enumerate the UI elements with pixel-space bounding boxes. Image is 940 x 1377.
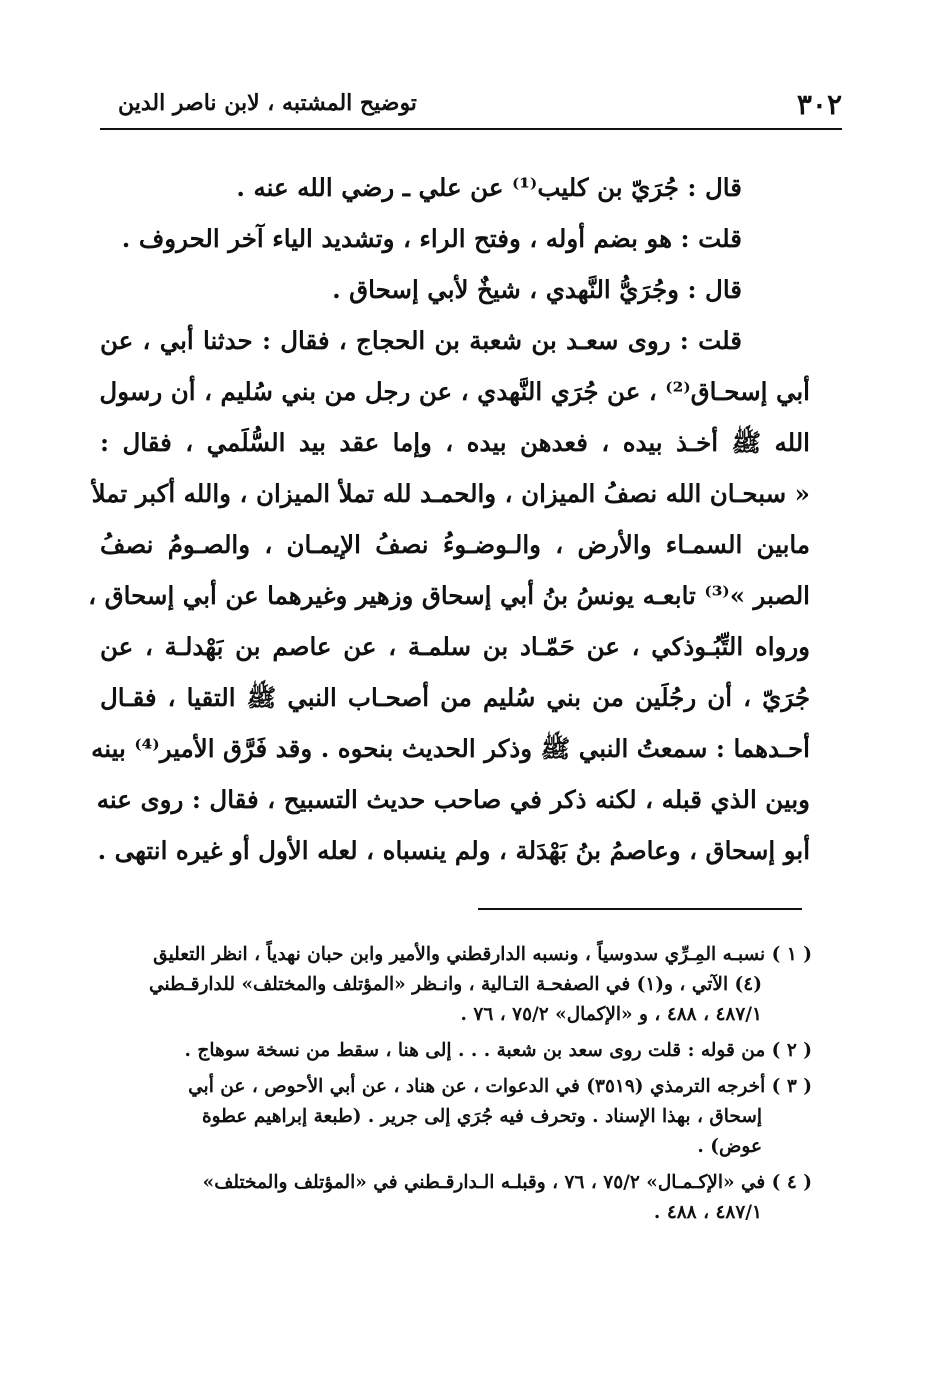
text-line: قلت : روى سعـد بن شعبة بن الحجاج ، فقال : حدثنا أبي ، عن	[100, 326, 742, 355]
text-line: وبين الذي قبله ، لكنه ذكر في صاحب حديث التسبيح ، فقال : روى عنه	[96, 785, 810, 814]
text-line: مابين السمـاء والأرض ، والـوضـوءُ نصفُ الإيمـان ، والصـومُ نصفُ	[100, 530, 810, 559]
footnote-line: ٤٨٧/١ ، ٤٨٨ .	[653, 1202, 762, 1223]
text-line: أبو إسحاق ، وعاصمُ بنُ بَهْدَلة ، ولم ينسباه ، لعله الأول أو غيره انتهى .	[97, 836, 810, 865]
running-title: توضيح المشتبه ، لابن ناصر الدين	[118, 90, 417, 116]
text-line: الصبر »⁽³⁾ تابعـه يونسُ بنُ أبي إسحاق وزهير وغيرهما عن أبي إسحاق ،	[88, 581, 810, 610]
footnote-line: ( ٤ ) في «الإكـمـال» ٧٥/٢ ، ٧٦ ، وقبلـه الـدارقـطني في «المؤتلف والمختلف»	[202, 1172, 812, 1193]
footnote-line: عوض) .	[697, 1136, 762, 1157]
text-line: قال : وجُرَيُّ النَّهدي ، شيخٌ لأبي إسحاق .	[332, 275, 742, 304]
footnote-line: (٤) الآتي ، و(١) في الصفحـة التـالية ، وانـظر «المؤتلف والمختلف» للدارقـطني	[149, 974, 762, 995]
text-line: الله ﷺ أخـذ بيده ، فعدهن بيده ، وإما عقد بيد السُّلَمي ، فقال :	[100, 428, 810, 457]
header-rule	[100, 128, 842, 130]
footnote-line: ٤٨٧/١ ، ٤٨٨ ، و «الإكمال» ٧٥/٢ ، ٧٦ .	[460, 1004, 762, 1025]
text-line: « سبحـان الله نصفُ الميزان ، والحمـد لله تملأ الميزان ، والله أكبر تملأ	[91, 479, 810, 508]
footnote-line: إسحاق ، بهذا الإسناد . وتحرف فيه جُرَي إلى جرير . (طبعة إبراهيم عطوة	[201, 1106, 762, 1127]
text-line: أبي إسحـاق⁽²⁾ ، عن جُرَي النَّهدي ، عن رجل من بني سُليم ، أن رسول	[99, 377, 810, 406]
footnote-line: ( ٣ ) أخرجه الترمذي (٣٥١٩) في الدعوات ، عن هناد ، عن أبي الأحوص ، عن أبي	[188, 1076, 812, 1097]
footnote-line: ( ١ ) نسبـه المِـرِّي سدوسياً ، ونسبه الدارقطني والأمير وابن حبان نهدياً ، انظر التعليق	[153, 944, 812, 965]
page-header	[100, 88, 842, 124]
footnote-separator	[478, 908, 802, 910]
text-line: قلت : هو بضم أوله ، وفتح الراء ، وتشديد الياء آخر الحروف .	[121, 224, 742, 253]
text-line: أحـدهما : سمعتُ النبي ﷺ وذكر الحديث بنحوه . وقد فَرَّق الأمير⁽⁴⁾ بينه	[91, 734, 810, 763]
main-text	[88, 162, 810, 876]
text-line: جُرَيّ ، أن رجُلَين من بني سُليم من أصحـاب النبي ﷺ التقيا ، فقـال	[100, 683, 810, 712]
footnote-line: ( ٢ ) من قوله : قلت روى سعد بن شعبة . . . إلى هنا ، سقط من نسخة سوهاج .	[184, 1040, 812, 1061]
text-line: ورواه التِّبُـوذكي ، عن حَمّـاد بن سلمـة ، عن عاصم بن بَهْدلـة ، عن	[100, 632, 810, 661]
footnotes	[100, 940, 812, 1228]
text-line: قال : جُرَيّ بن كليب⁽¹⁾ عن علي ـ رضي الله عنه .	[236, 173, 742, 202]
page-number: ٣٠٢	[796, 88, 842, 121]
